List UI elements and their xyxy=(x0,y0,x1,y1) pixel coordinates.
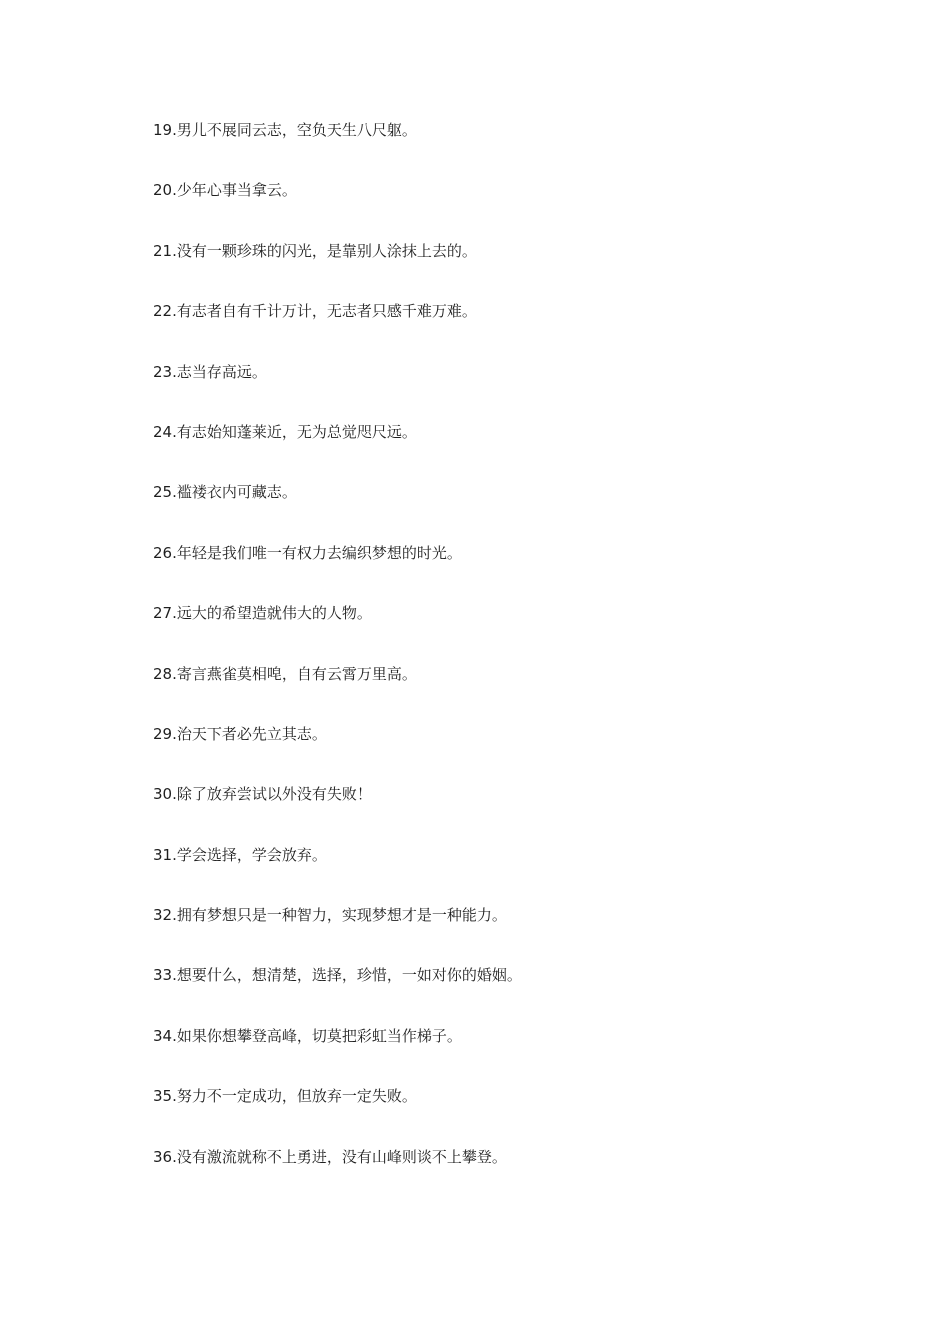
quote-item: 24.有志始知蓬莱近，无为总觉咫尺远。 xyxy=(153,422,417,441)
quote-item: 19.男儿不展同云志，空负天生八尺躯。 xyxy=(153,121,417,139)
quote-item: 26.年轻是我们唯一有权力去编织梦想的时光。 xyxy=(153,543,462,562)
quote-list xyxy=(153,118,853,1205)
quote-item: 32.拥有梦想只是一种智力，实现梦想才是一种能力。 xyxy=(153,906,507,925)
quote-item: 25.褴褛衣内可藏志。 xyxy=(153,483,297,502)
quote-item: 22.有志者自有千计万计，无志者只感千难万难。 xyxy=(153,302,477,321)
quote-item: 29.治天下者必先立其志。 xyxy=(153,724,327,743)
quote-item: 20.少年心事当拿云。 xyxy=(153,181,297,200)
quote-item: 21.没有一颗珍珠的闪光，是靠别人涂抹上去的。 xyxy=(153,241,477,260)
quote-item: 28.寄言燕雀莫相唣，自有云霄万里高。 xyxy=(153,664,417,683)
quote-item: 34.如果你想攀登高峰，切莫把彩虹当作梯子。 xyxy=(153,1026,462,1045)
quote-item: 23.志当存高远。 xyxy=(153,362,267,381)
quote-item: 27.远大的希望造就伟大的人物。 xyxy=(153,604,372,623)
quote-item: 31.学会选择，学会放弃。 xyxy=(153,845,327,864)
quote-item: 35.努力不一定成功，但放弃一定失败。 xyxy=(153,1087,417,1106)
quote-item: 30.除了放弃尝试以外没有失败！ xyxy=(153,785,372,804)
quote-item: 33.想要什么，想清楚，选择，珍惜，一如对你的婚姻。 xyxy=(153,966,522,985)
quote-item: 36.没有激流就称不上勇进，没有山峰则谈不上攀登。 xyxy=(153,1147,507,1166)
